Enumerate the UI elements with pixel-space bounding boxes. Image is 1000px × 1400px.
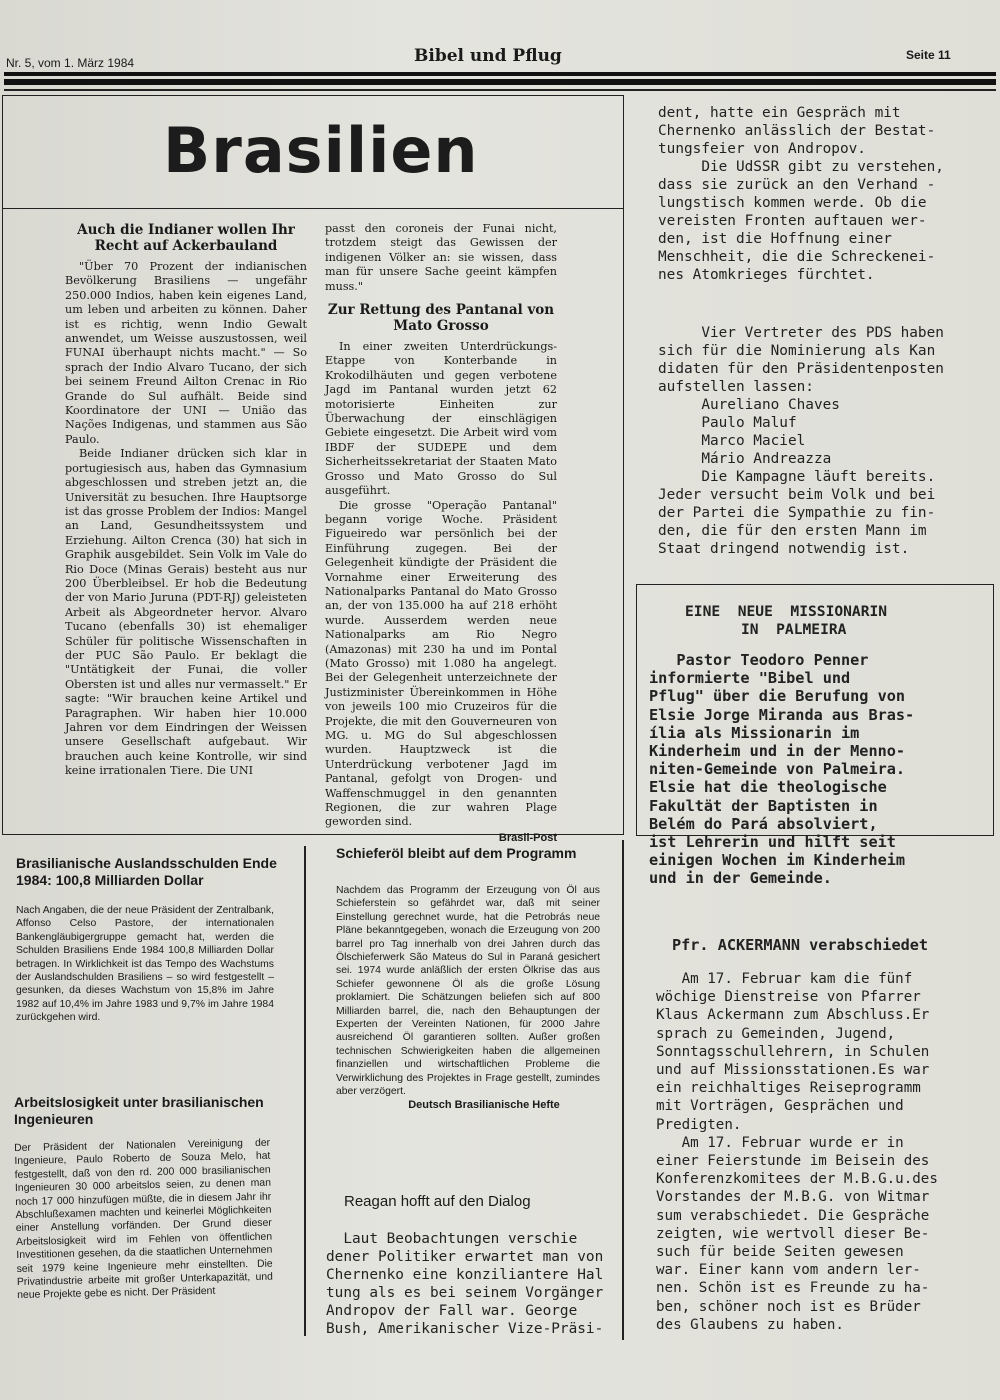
indianer-paragraph-2: Beide Indianer drücken sich klar in portugiesisch aus, haben das Gymnasium abgeschlossen und streben jetzt an, die Universität zu besuchen. Ihre Hauptsorge ist das grosse Problem der Indios: Mangel an Land, Gesundheitssystem und Erziehung. Ailton Crenca (30) hat sich in Graphik ausgebildet. Sein Volk im Vale do Rio Doce (Minas Gerais) besteht aus nur 200 Überbleibsel. Er hob die Bedeutung der von Mario Juruna (PDT-RJ) geleisteten Arbeit als Abgeordneter hervor. Alvaro Tucano (ebenfalls 30) ist ehemaliger Schüler für politische Wissenschaften in der PUC São Paulo. Er beklagt die "Untätigkeit der Funai, die voller Obersten ist und alles nur vermasselt." Er sagte: "Wir brauchen keine Artikel und Paragraphen. Wir haben hier 10.000 Jahren vor dem Eindringen der Weissen unsere Gesellschaft aufgebaut. Wir brauchen auch keine Kontrolle, wir sind keine irrationalen Tiere. Die UNI	[65, 447, 307, 778]
pantanal-source: Brasil-Post	[498, 831, 557, 844]
brasilien-banner	[3, 96, 623, 209]
arbeitslosigkeit-headline: Arbeitslosigkeit unter brasilianischen Ingenieuren	[14, 1094, 264, 1127]
arbeitslosigkeit-body: Der Präsident der Nationalen Vereinigung der Ingenieure, Paulo Roberto de Souza Melo, hat festgestellt, daß von den rd. 200 000 brasilianischen Ingenieuren 30 000 arbeitslos seien, zu denen man noch 17 000 hinzufügen müßte, die in diesem Jahr ihr Abschlußexamen machten und keinerlei Möglichkeiten einer Anstellung vorfänden. Der Grund dieser Arbeitslosigkeit wird im Fehlen von öffentlichen Investitionen gesehen, da die staatlichen Unternehmen seit 1979 keine Ingenieure mehr einstellten. Die Privatindustrie arbeite mit großer Unterkapazität, und neue Projekte gebe es nicht. Der Präsident	[14, 1137, 274, 1302]
reagan-body: Laut Beobachtungen verschie dener Politiker erwartet man von Chernenko eine konziliantere Hal tung als es bei seinem Vorgänger Andropov der Fall war. George Bush, Amerikanischer Vize-Präsi-	[326, 1231, 604, 1337]
issue-number: Nr. 5, vom 1. März 1984	[6, 56, 135, 70]
schieferoel-body	[336, 884, 600, 1111]
pantanal-column	[325, 222, 557, 844]
pantanal-headline: Zur Rettung des Pantanal von Mato Grosso	[327, 302, 555, 335]
indianer-paragraph-1: "Über 70 Prozent der indianischen Bevölkerung Brasiliens — ungefähr 250.000 Indios, haben kein eigenes Land, um leben und arbeiten zu können. Daher ist es richtig, wenn Indio Gewalt anwendet, um Weisse auszustossen, weil FUNAI überhaupt nichts macht." — So sprach der Indio Alvaro Tucano, der sich bei seinem Freund Ailton Crenac in Rio Grande do Sul aufhält. Beide sind Koordinatore der UNI — União das Nações Indigenas, und stammen aus São Paulo.	[65, 260, 307, 446]
missionarin-headline-1: EINE NEUE MISSIONARIN	[685, 603, 888, 620]
bottom-column-divider	[304, 846, 306, 1336]
pantanal-paragraph-2: Die grosse "Operação Pantanal" begann vorige Woche. Präsident Figueiredo war persönlich bei der Einführung zugegen. Bei der Gelegenheit kündigte der Präsident die Vornahme einer Erweiterung des Nationalparks Pantanal do Mato Grosso an, der von 135.000 ha auf 218 erhöht wurde. Ausserdem werden neue Nationalparks am Rio Negro (Amazonas) mit 230 ha und im Pontal (Mato Grosso) mit 1.080 ha angelegt. Bei der Gelegenheit unterzeichnete der Justizminister Übereinkommen in Höhe von jeweils 100 mio Cruzeiros für die Projekte, die mit den Gouverneuren von MG. u. MG do Sul abgeschlossen wurden. Hauptzweck ist die Unterdrückung verbotener Jagd im Pantanal, gefolgt von Drogen- und Waffenschmuggel in den genannten Regionen, die zur wahren Plage geworden sind.	[325, 498, 557, 829]
schieferoel-text: Nachdem das Programm der Erzeugung von Öl aus Schieferstein so gefährdet war, daß mit seiner Einstellung gerechnet wurde, hat die Petrobrás neue Pläne bekanntgegeben, wonach die Erzeugung von 200 barrel pro Tag innerhalb von drei Jahren durch das Ölschieferwerk São Mateus do Sul in Paraná gesichert sei. 1974 wurde anläßlich der ersten Ölkrise das aus Schiefer gewonnene Öl als die große Lösung proklamiert. Die Schätzungen beliefen sich auf 800 Milliarden barrel, die, nach den Behauptungen der Experten der Vereinten Nationen, für 2000 Jahre ausreichend Öl garantieren sollten. Außer großen technischen Schwierigkeiten haben die allgemeinen finanziellen und wirtschaftlichen Probleme die Verwirklichung des Projektes in Frage gestellt, zumindes aber verzögert.	[336, 885, 600, 1098]
reagan-headline: Reagan hofft auf den Dialog	[344, 1193, 531, 1210]
missionarin-box	[636, 584, 994, 888]
indianer-paragraph-3: passt den coroneis der Funai nicht, trotzdem steigt das Gewissen der indigenen Völker an: sie wissen, dass man für unsere Sache geeint kämpfen muss."	[325, 222, 557, 293]
brasilien-section	[2, 95, 624, 844]
missionarin-body: Pastor Teodoro Penner informierte "Bibel und Pflug" über die Berufung von Elsie Jorge Miranda aus Bras- ília als Missionarin im Kinderheim und in der Menno- niten-Gemeinde von Palmeira. Elsie hat die theologische Fakultät der Baptisten in Belém do Pará absolviert, ist Lehrerin und hilft seit einigen Wochen im Kinderheim und in der Gemeinde.	[649, 651, 915, 888]
auslandsschulden-headline: Brasilianische Auslandsschulden Ende 1984: 100,8 Milliarden Dollar	[16, 855, 277, 888]
pds-candidates-text: Vier Vertreter des PDS haben sich für die Nominierung als Kan didaten für den Präsidentenposten aufstellen lassen: Aureliano Chaves Paulo Maluf Marco Maciel Mário Andreazza Die Kampagne läuft bereits. Jeder versucht beim Volk und bei der Partei die Sympathie zu fin- den, die für den ersten Mann im Staat dringend notwendig ist.	[658, 325, 944, 557]
auslandsschulden-body: Nach Angaben, die der neue Präsident der Zentralbank, Affonso Celso Pastore, der internationalen Bankengläubigergruppe gemacht hat, werden die Schulden Brasiliens Ende 1984 100,8 Milliarden Dollar betragen. In Wirklichkeit ist das Tempo des Wachstums der Auslandschulden Brasiliens – so wird festgestellt – gesunken, da dieses Wachstum von 15,8% im Jahre 1982 auf 10,4% im Jahre 1983 und 9,7% im Jahre 1984 zurückgehen wird.	[16, 905, 274, 1024]
header-rule-thick	[4, 79, 996, 85]
header-rule-thin	[4, 89, 996, 91]
right-column-divider	[622, 840, 624, 1340]
schieferoel-source: Deutsch Brasilianische Hefte	[408, 1098, 560, 1111]
andropov-continuation: dent, hatte ein Gespräch mit Chernenko anlässlich der Bestat- tungsfeier von Andropov. Die UdSSR gibt zu verstehen, dass sie zurück an den Verhand - lungstisch kommen werde. Ob die vereisten Fronten auftauen wer- den, ist die Hoffnung einer Menschheit, die die Schreckenei- nes Atomkrieges fürchtet.	[658, 105, 944, 283]
brasilien-banner-title: Brasilien	[163, 114, 479, 187]
indianer-headline: Auch die Indianer wollen Ihr Recht auf Ackerbauland	[77, 222, 295, 254]
ackermann-headline: Pfr. ACKERMANN verabschiedet	[672, 936, 929, 954]
header-rule	[4, 72, 996, 76]
newspaper-title: Bibel und Pflug	[414, 46, 562, 66]
pantanal-paragraph-1: In einer zweiten Unterdrückungs-Etappe von Konterbande in Krokodilhäuten und gegen verbotene Jagd im Pantanal wurden jetzt 62 motorisierte Einheiten zur Überwachung der einschlägigen Gebiete eingesetzt. Die Arbeit wird vom IBDF der SUDEPE und dem Sicherheitssekretariat der Staaten Mato Grosso und Mato Grosso do Sul ausgeführt.	[325, 340, 557, 498]
page-number: Seite 11	[906, 48, 951, 62]
schieferoel-headline: Schieferöl bleibt auf dem Programm	[336, 845, 577, 861]
ackermann-body: Am 17. Februar kam die fünf wöchige Dienstreise von Pfarrer Klaus Ackermann zum Abschluss.Er sprach zu Gemeinden, Jugend, Sonntagsschullehrern, in Schulen und auf Missionsstationen.Es war ein reichhaltiges Reiseprogramm mit Vorträgen, Gesprächen und Predigten. Am 17. Februar wurde er in einer Feierstunde im Beisein des Konferenzkomitees der M.B.G.u.des Vorstandes der M.B.G. von Witmar sum verabschiedet. Die Gespräche zeigten, wie wertvoll dieser Be- such für beide Seiten gewesen war. Einer kann vom andern ler- nen. Schön ist es Freunde zu ha- ben, schöner noch ist es Brüder des Glaubens zu haben.	[656, 971, 938, 1333]
missionarin-headline-2: IN PALMEIRA	[741, 621, 847, 638]
indianer-article	[65, 222, 307, 779]
